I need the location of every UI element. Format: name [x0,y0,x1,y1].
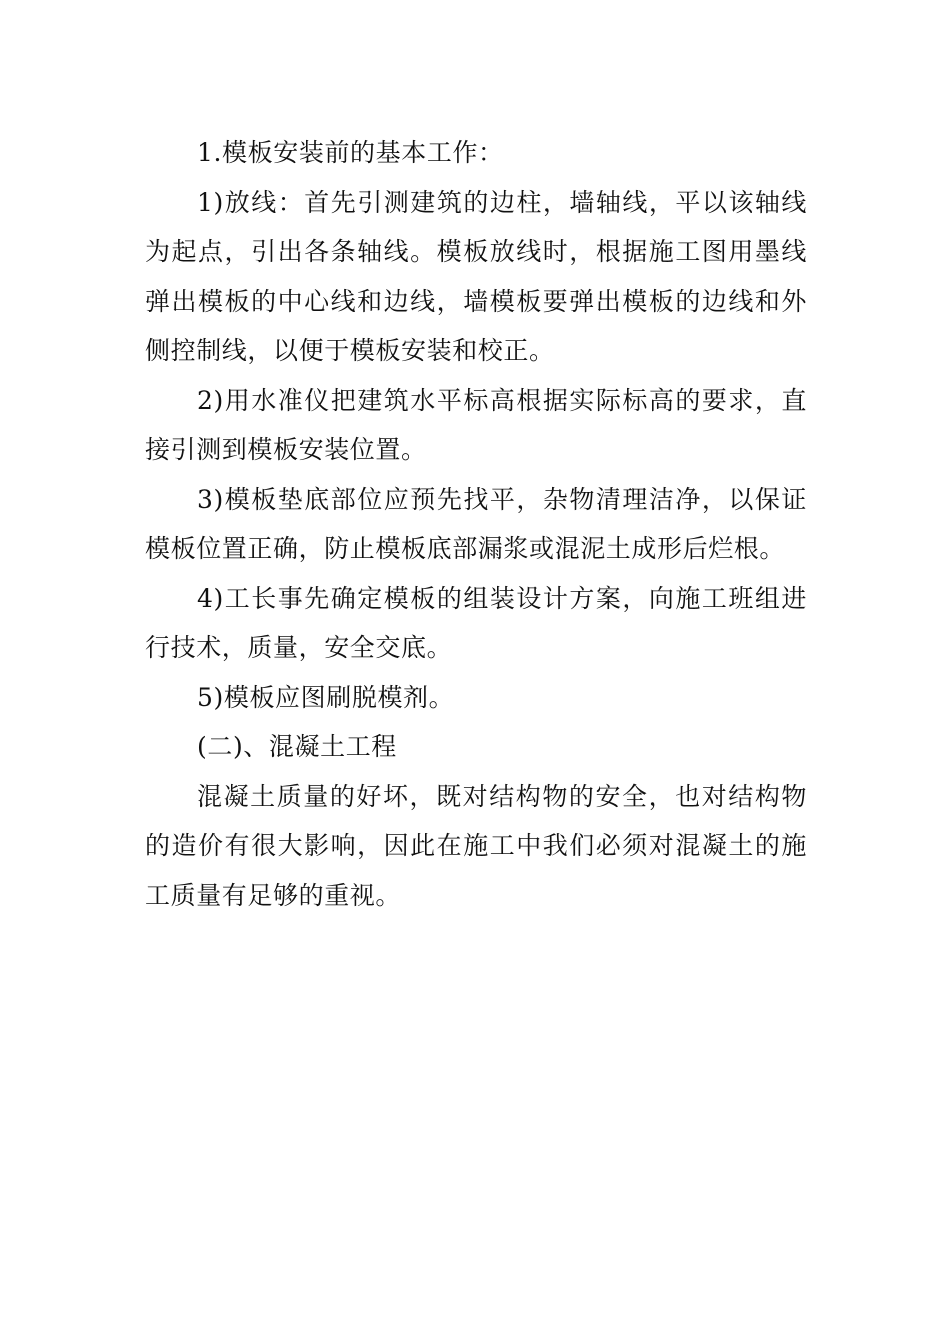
paragraph-item-2: 2)用水准仪把建筑水平标高根据实际标高的要求，直接引测到模板安装位置。 [145,385,807,464]
paragraph-item-3: 3)模板垫底部位应预先找平，杂物清理洁净，以保证模板位置正确，防止模板底部漏浆或混泥土成形后烂根。 [145,484,807,563]
section-heading-concrete: (二)、混凝土工程 [197,732,397,761]
paragraph-concrete-intro: 混凝土质量的好坏，既对结构物的安全，也对结构物的造价有很大影响，因此在施工中我们必须对混凝土的施工质量有足够的重视。 [145,781,807,910]
paragraph-item-5: 5)模板应图刷脱模剂。 [197,682,455,712]
paragraph-item-4: 4)工长事先确定模板的组装设计方案，向施工班组进行技术，质量，安全交底。 [145,583,807,662]
document-body [145,128,807,920]
paragraph-heading-1: 1.模板安装前的基本工作： [197,138,504,167]
paragraph-item-1: 1)放线：首先引测建筑的边柱，墙轴线，平以该轴线为起点，引出各条轴线。模板放线时，根据施工图用墨线弹出模板的中心线和边线，墙模板要弹出模板的边线和外侧控制线，以便于模板安装和校正。 [145,187,807,365]
